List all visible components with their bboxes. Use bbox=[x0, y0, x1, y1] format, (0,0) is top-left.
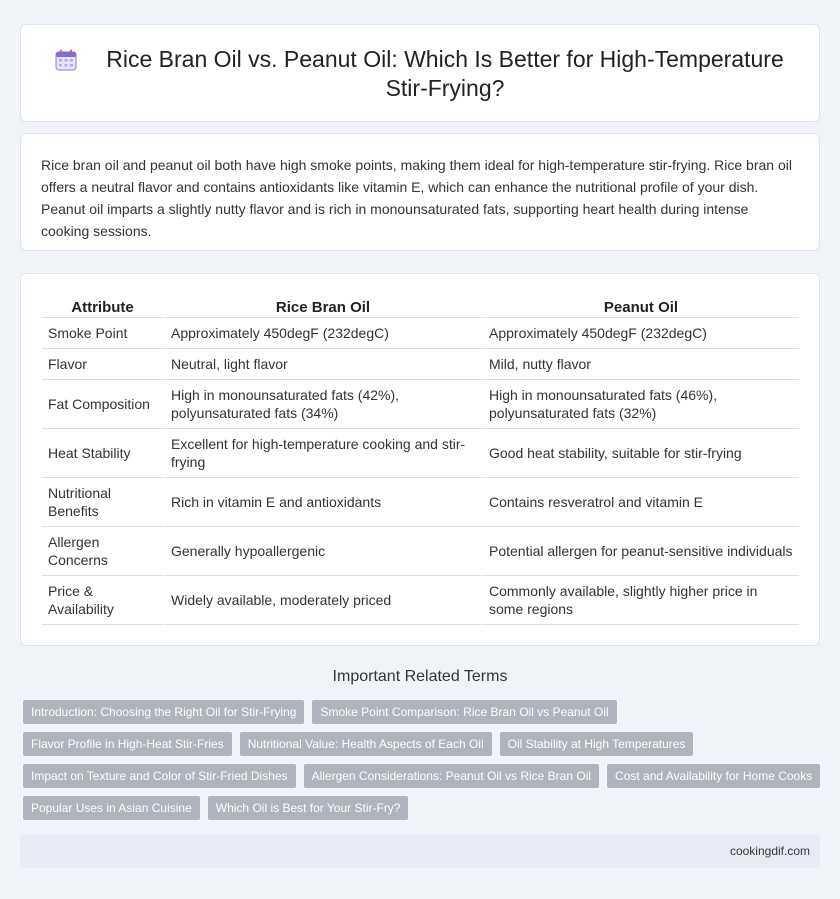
table-cell: Flavor bbox=[42, 349, 163, 380]
table-cell: Fat Composition bbox=[42, 380, 163, 429]
table-cell: Generally hypoallergenic bbox=[163, 527, 481, 576]
related-term-tag[interactable]: Oil Stability at High Temperatures bbox=[500, 732, 694, 756]
table-cell: Price & Availability bbox=[42, 576, 163, 625]
site-name[interactable]: cookingdif.com bbox=[729, 844, 810, 858]
table-cell: Potential allergen for peanut-sensitive individuals bbox=[481, 527, 799, 576]
related-terms-title: Important Related Terms bbox=[332, 668, 508, 685]
table-cell: Smoke Point bbox=[42, 318, 163, 349]
related-term-tag[interactable]: Which Oil is Best for Your Stir-Fry? bbox=[208, 796, 409, 820]
table-cell: Mild, nutty flavor bbox=[481, 349, 799, 380]
footer bbox=[20, 835, 820, 868]
page-title: Rice Bran Oil vs. Peanut Oil: Which Is Better for High-Temperature Stir-Frying? bbox=[106, 46, 784, 101]
table-row bbox=[42, 349, 799, 380]
table-cell: High in monounsaturated fats (46%), polyunsaturated fats (32%) bbox=[481, 380, 799, 429]
table-cell: Nutritional Benefits bbox=[42, 478, 163, 527]
table-cell: Approximately 450degF (232degC) bbox=[163, 318, 481, 349]
related-term-tag[interactable]: Impact on Texture and Color of Stir-Fried Dishes bbox=[23, 764, 296, 788]
related-term-tag[interactable]: Cost and Availability for Home Cooks bbox=[607, 764, 820, 788]
table-cell: High in monounsaturated fats (42%), polyunsaturated fats (34%) bbox=[163, 380, 481, 429]
table-cell: Widely available, moderately priced bbox=[163, 576, 481, 625]
related-term-tag[interactable]: Flavor Profile in High-Heat Stir-Fries bbox=[23, 732, 232, 756]
table-row bbox=[42, 429, 799, 478]
table-cell: Neutral, light flavor bbox=[163, 349, 481, 380]
table-row bbox=[42, 576, 799, 625]
column-header: Peanut Oil bbox=[481, 294, 799, 318]
table-cell: Heat Stability bbox=[42, 429, 163, 478]
table-row bbox=[42, 478, 799, 527]
table-cell: Approximately 450degF (232degC) bbox=[481, 318, 799, 349]
table-cell: Rich in vitamin E and antioxidants bbox=[163, 478, 481, 527]
table-cell: Commonly available, slightly higher price in some regions bbox=[481, 576, 799, 625]
table-cell: Allergen Concerns bbox=[42, 527, 163, 576]
intro-card bbox=[20, 133, 820, 251]
related-term-tag[interactable]: Smoke Point Comparison: Rice Bran Oil vs Peanut Oil bbox=[312, 700, 616, 724]
related-term-tag[interactable]: Popular Uses in Asian Cuisine bbox=[23, 796, 200, 820]
header-card bbox=[20, 24, 820, 122]
table-row bbox=[42, 318, 799, 349]
related-term-tag[interactable]: Nutritional Value: Health Aspects of Each Oil bbox=[240, 732, 492, 756]
related-term-tag[interactable]: Allergen Considerations: Peanut Oil vs Rice Bran Oil bbox=[304, 764, 599, 788]
table-header-row bbox=[42, 294, 799, 318]
intro-text: Rice bran oil and peanut oil both have high smoke points, making them ideal for high-temperature stir-frying. Rice bran oil offers a neutral flavor and contains antioxidants like vitamin E, which can enhance the nutritional profile of your dish. Peanut oil imparts a slightly nutty flavor and is rich in monounsaturated fats, supporting heart health during intense cooking sessions. bbox=[41, 157, 792, 239]
related-term-tag[interactable]: Introduction: Choosing the Right Oil for Stir-Frying bbox=[23, 700, 304, 724]
table-cell: Excellent for high-temperature cooking and stir-frying bbox=[163, 429, 481, 478]
table-row bbox=[42, 527, 799, 576]
comparison-table-card bbox=[20, 273, 820, 646]
table-row bbox=[42, 380, 799, 429]
comparison-table bbox=[42, 294, 799, 625]
related-terms-list bbox=[23, 700, 823, 820]
column-header: Attribute bbox=[42, 294, 163, 318]
column-header: Rice Bran Oil bbox=[163, 294, 481, 318]
table-cell: Good heat stability, suitable for stir-frying bbox=[481, 429, 799, 478]
table-cell: Contains resveratrol and vitamin E bbox=[481, 478, 799, 527]
